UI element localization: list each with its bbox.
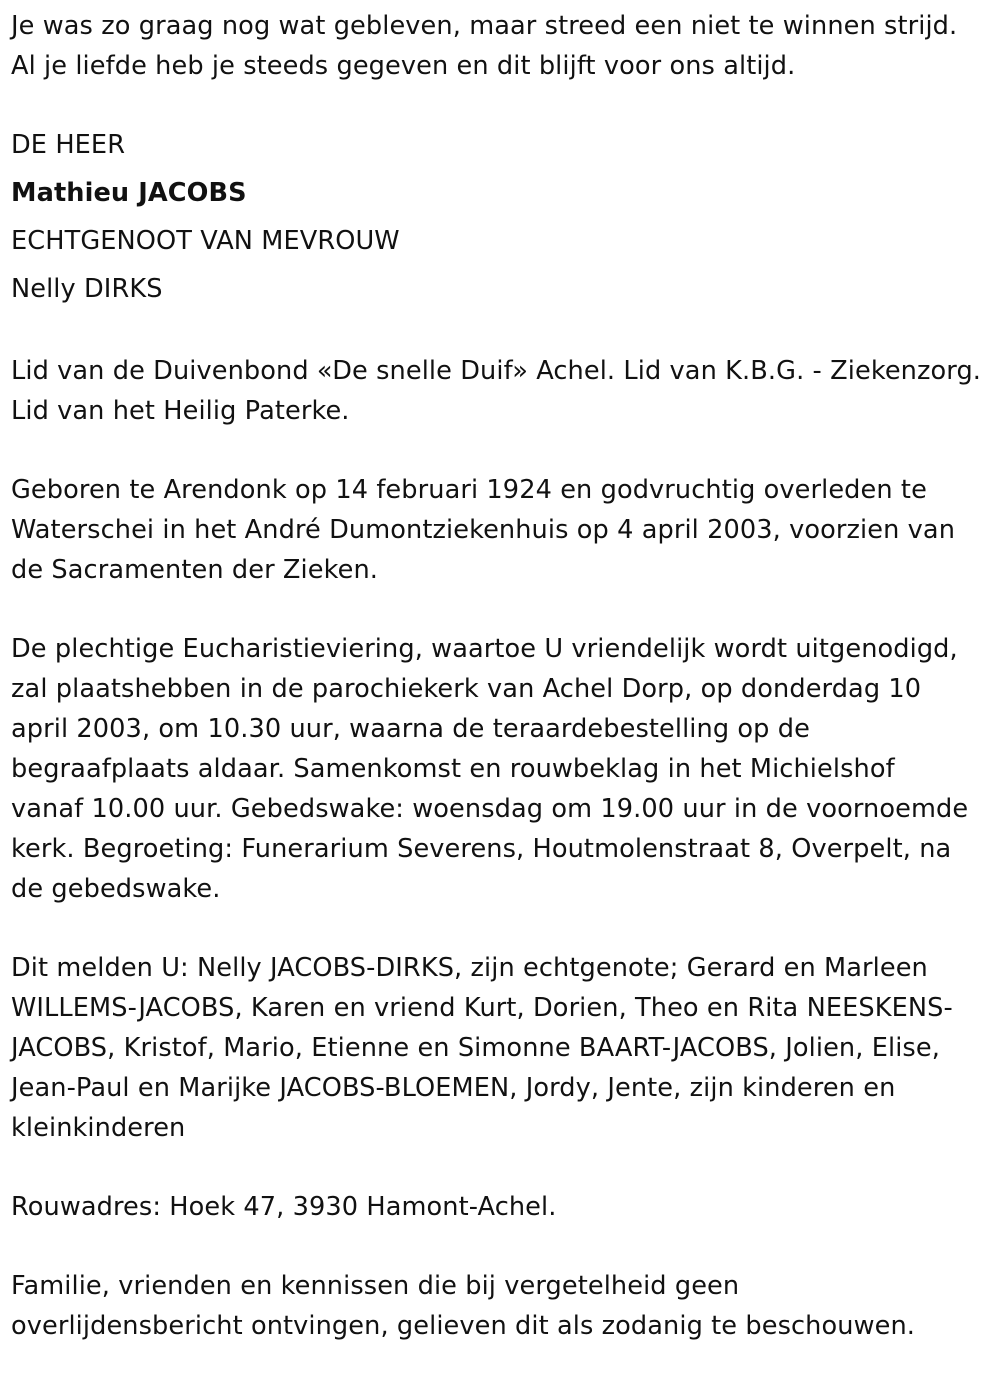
address-block [11, 1187, 996, 1227]
address-line: Rouwadres: Hoek 47, 3930 Hamont-Achel. [11, 1192, 557, 1222]
poem-block [11, 6, 996, 86]
poem-line: Je was zo graag nog wat gebleven, maar streed een niet te winnen strijd. [11, 11, 958, 41]
ceremony-line: april 2003, om 10.30 uur, waarna de teraardebestelling op de [11, 714, 810, 744]
memberships-block [11, 351, 996, 431]
deceased-title: DE HEER [11, 130, 126, 160]
birth-death-block [11, 470, 996, 590]
ceremony-block [11, 629, 996, 909]
memberships-line: Lid van de Duivenbond «De snelle Duif» Achel. Lid van K.B.G. - Ziekenzorg. [11, 356, 982, 386]
poem-line: Al je liefde heb je steeds gegeven en dit blijft voor ons altijd. [11, 51, 796, 81]
birth-death-line: Waterschei in het André Dumontziekenhuis op 4 april 2003, voorzien van [11, 515, 956, 545]
family-line: WILLEMS-JACOBS, Karen en vriend Kurt, Dorien, Theo en Rita NEESKENS- [11, 993, 953, 1023]
ceremony-line: begraafplaats aldaar. Samenkomst en rouwbeklag in het Michielshof [11, 754, 895, 784]
ceremony-line: vanaf 10.00 uur. Gebedswake: woensdag om 19.00 uur in de voornoemde [11, 794, 969, 824]
deceased-block [11, 121, 996, 313]
family-line: kleinkinderen [11, 1113, 186, 1143]
family-block [11, 948, 996, 1148]
ceremony-line: zal plaatshebben in de parochiekerk van Achel Dorp, op donderdag 10 [11, 674, 922, 704]
deceased-relation: ECHTGENOOT VAN MEVROUW [11, 226, 400, 256]
obituary-document [11, 6, 996, 1385]
memberships-line: Lid van het Heilig Paterke. [11, 396, 350, 426]
spouse-name: Nelly DIRKS [11, 274, 163, 304]
ceremony-line: de gebedswake. [11, 874, 221, 904]
birth-death-line: de Sacramenten der Zieken. [11, 555, 379, 585]
birth-death-line: Geboren te Arendonk op 14 februari 1924 en godvruchtig overleden te [11, 475, 927, 505]
ceremony-line: kerk. Begroeting: Funerarium Severens, Houtmolenstraat 8, Overpelt, na [11, 834, 952, 864]
closing-block [11, 1266, 996, 1346]
ceremony-line: De plechtige Eucharistieviering, waartoe U vriendelijk wordt uitgenodigd, [11, 634, 958, 664]
family-line: Dit melden U: Nelly JACOBS-DIRKS, zijn echtgenote; Gerard en Marleen [11, 953, 928, 983]
family-line: Jean-Paul en Marijke JACOBS-BLOEMEN, Jordy, Jente, zijn kinderen en [11, 1073, 896, 1103]
closing-line: Familie, vrienden en kennissen die bij vergetelheid geen [11, 1271, 740, 1301]
family-line: JACOBS, Kristof, Mario, Etienne en Simonne BAART-JACOBS, Jolien, Elise, [11, 1033, 940, 1063]
deceased-name: Mathieu JACOBS [11, 178, 247, 208]
closing-line: overlijdensbericht ontvingen, gelieven dit als zodanig te beschouwen. [11, 1311, 916, 1341]
